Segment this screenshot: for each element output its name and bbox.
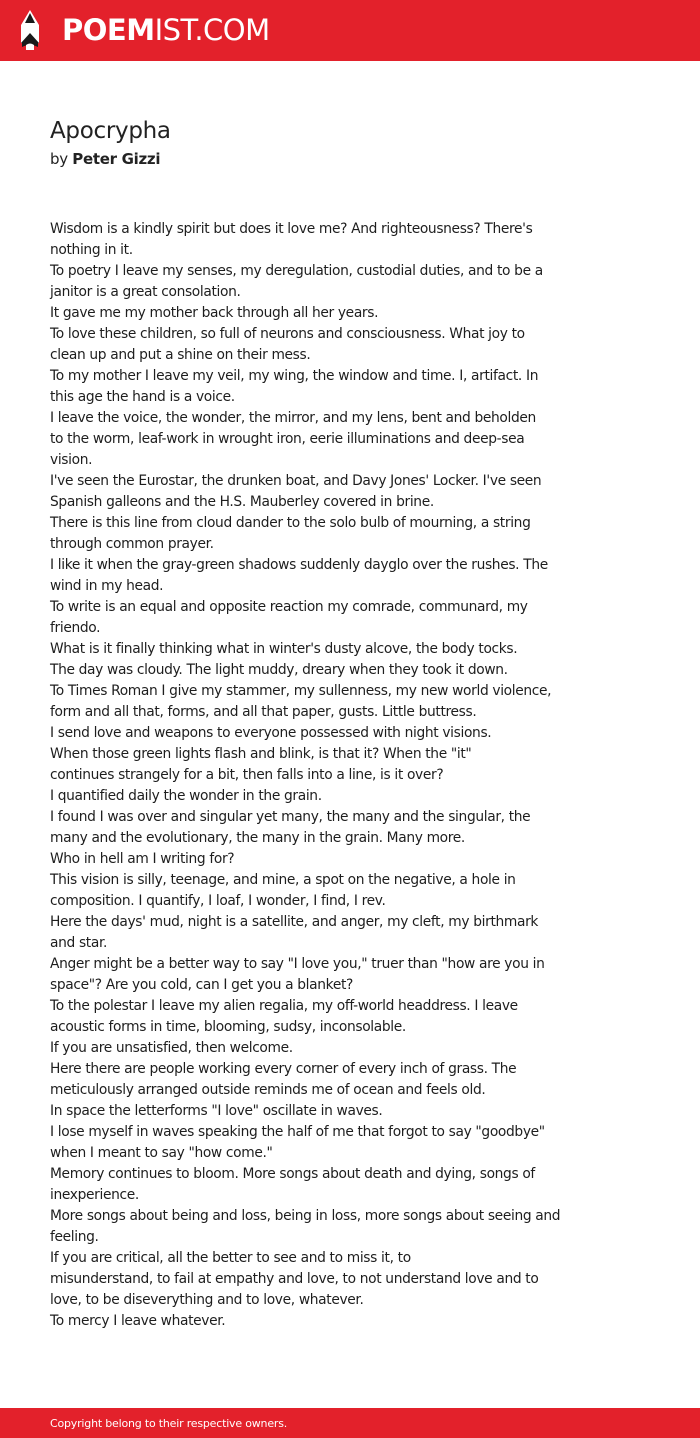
poem-line: friendo.: [50, 620, 101, 636]
poem-title: Apocrypha: [50, 118, 171, 144]
poem-line: In space the letterforms "I love" oscillate in waves.: [50, 1103, 383, 1119]
poem-line: wind in my head.: [50, 578, 164, 594]
poem-line: misunderstand, to fail at empathy and love, to not understand love and to: [50, 1271, 539, 1287]
poem-line: meticulously arranged outside reminds me of ocean and feels old.: [50, 1082, 486, 1098]
poem-line: space"? Are you cold, can I get you a blanket?: [50, 977, 353, 993]
poem-line: Memory continues to bloom. More songs about death and dying, songs of: [50, 1166, 535, 1182]
author-name[interactable]: Peter Gizzi: [72, 150, 161, 168]
poem-line: I leave the voice, the wonder, the mirror, and my lens, bent and beholden: [50, 410, 536, 426]
logo-text-bold: POEM: [62, 13, 155, 47]
poem-line: and star.: [50, 935, 108, 951]
poem-line: The day was cloudy. The light muddy, dreary when they took it down.: [50, 662, 508, 678]
poem-line: I send love and weapons to everyone possessed with night visions.: [50, 725, 492, 741]
poem-line: Here the days' mud, night is a satellite, and anger, my cleft, my birthmark: [50, 914, 539, 930]
poem-line: many and the evolutionary, the many in the grain. Many more.: [50, 830, 465, 846]
poem-byline: [50, 148, 160, 170]
poem-line: To love these children, so full of neurons and consciousness. What joy to: [50, 326, 525, 342]
poem-line: form and all that, forms, and all that paper, gusts. Little buttress.: [50, 704, 477, 720]
poem-line: Who in hell am I writing for?: [50, 851, 235, 867]
poem-line: Here there are people working every corner of every inch of grass. The: [50, 1061, 517, 1077]
poem-line: It gave me my mother back through all her years.: [50, 305, 379, 321]
poem-line: To my mother I leave my veil, my wing, the window and time. I, artifact. In: [50, 368, 539, 384]
poem-line: If you are critical, all the better to see and to miss it, to: [50, 1250, 411, 1266]
poem-line: I've seen the Eurostar, the drunken boat, and Davy Jones' Locker. I've seen: [50, 473, 542, 489]
site-header: [0, 0, 700, 61]
poem-line: janitor is a great consolation.: [50, 284, 241, 300]
poem-line: feeling.: [50, 1229, 99, 1245]
poem-line: love, to be diseverything and to love, whatever.: [50, 1292, 364, 1308]
poem-line: I like it when the gray-green shadows suddenly dayglo over the rushes. The: [50, 557, 548, 573]
poem-line: If you are unsatisfied, then welcome.: [50, 1040, 293, 1056]
poem-line: I lose myself in waves speaking the half of me that forgot to say "goodbye": [50, 1124, 545, 1140]
poem-line: Spanish galleons and the H.S. Mauberley covered in brine.: [50, 494, 434, 510]
by-label: by: [50, 150, 68, 168]
poem-line: To the polestar I leave my alien regalia, my off-world headdress. I leave: [50, 998, 518, 1014]
poem-line: I quantified daily the wonder in the grain.: [50, 788, 322, 804]
copyright-text: Copyright belong to their respective owners.: [50, 1417, 288, 1430]
poem-line: to the worm, leaf-work in wrought iron, eerie illuminations and deep-sea: [50, 431, 525, 447]
poem-line: I found I was over and singular yet many, the many and the singular, the: [50, 809, 531, 825]
poem-line: There is this line from cloud dander to the solo bulb of mourning, a string: [50, 515, 531, 531]
poem-line: To write is an equal and opposite reaction my comrade, communard, my: [50, 599, 528, 615]
poem-line: vision.: [50, 452, 93, 468]
poem-line: composition. I quantify, I loaf, I wonder, I find, I rev.: [50, 893, 386, 909]
poem-line: To Times Roman I give my stammer, my sullenness, my new world violence,: [50, 683, 552, 699]
poem-line: What is it finally thinking what in winter's dusty alcove, the body tocks.: [50, 641, 518, 657]
poem-line: nothing in it.: [50, 242, 133, 258]
poem-body: [50, 219, 590, 1332]
poem-line: clean up and put a shine on their mess.: [50, 347, 311, 363]
poem-line: Wisdom is a kindly spirit but does it love me? And righteousness? There's: [50, 221, 533, 237]
site-logo[interactable]: [62, 11, 270, 49]
poem-line: To mercy I leave whatever.: [50, 1313, 226, 1329]
poem-line: this age the hand is a voice.: [50, 389, 235, 405]
logo-text-light: IST.COM: [154, 13, 270, 47]
poem-line: When those green lights flash and blink, is that it? When the "it": [50, 746, 472, 762]
poem-line: when I meant to say "how come.": [50, 1145, 273, 1161]
poem-line: This vision is silly, teenage, and mine, a spot on the negative, a hole in: [50, 872, 516, 888]
poem-line: acoustic forms in time, blooming, sudsy, inconsolable.: [50, 1019, 406, 1035]
poem-line: continues strangely for a bit, then falls into a line, is it over?: [50, 767, 444, 783]
poem-line: inexperience.: [50, 1187, 139, 1203]
poem-line: To poetry I leave my senses, my deregulation, custodial duties, and to be a: [50, 263, 543, 279]
site-footer: [0, 1408, 700, 1438]
poem-line: Anger might be a better way to say "I love you," truer than "how are you in: [50, 956, 545, 972]
pen-nib-icon[interactable]: [17, 9, 43, 51]
poem-line: through common prayer.: [50, 536, 214, 552]
poem-line: More songs about being and loss, being in loss, more songs about seeing and: [50, 1208, 561, 1224]
